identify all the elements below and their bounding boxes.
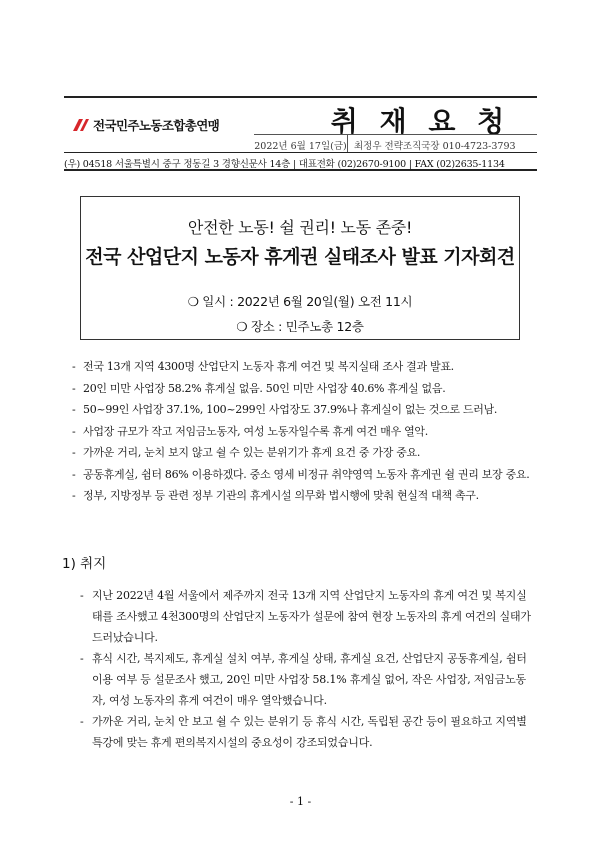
event-date: ❍ 일시 : 2022년 6월 20일(월) 오전 11시 xyxy=(187,294,413,309)
kctu-logo-icon xyxy=(72,118,90,132)
summary-list xyxy=(70,356,530,507)
document-type-title: 취 재 요 청 xyxy=(330,105,511,138)
address-bar: (우) 04518 서울특별시 중구 정동길 3 경향신문사 14층 | 대표전화 (02)2670-9100 | FAX (02)2635-1134 xyxy=(64,152,537,171)
main-title: 전국 산업단지 노동자 휴게권 실태조사 발표 기자회견 xyxy=(85,246,515,268)
slogan: 안전한 노동! 쉴 권리! 노동 존중! xyxy=(187,218,413,237)
purpose-item: - 휴식 시간, 복지제도, 휴게실 설치 여부, 휴게실 상태, 휴게실 요건, 산업단지 공동휴게실, 쉼터 이용 여부 등 설문조사 했고, 20인 미만 사업장 58.1% 휴게실 없어, 작은 사업장, 저임금노동자, 여성 노동자의 휴게 여건이 매우 열악했습니다. xyxy=(78,648,534,711)
purpose-item: - 지난 2022년 4월 서울에서 제주까지 전국 13개 지역 산업단지 노동자의 휴게 여건 및 복지실태를 조사했고 4천300명의 산업단지 노동자가 설문에 참여 현장 노동자의 휴게 여건의 실태가 드러났습니다. xyxy=(78,585,534,648)
summary-item: - 전국 13개 지역 4300명 산업단지 노동자 휴게 여건 및 복지실태 조사 결과 발표. xyxy=(70,356,530,378)
meta-row xyxy=(254,134,537,152)
summary-item: - 가까운 거리, 눈치 보지 않고 쉴 수 있는 분위기가 휴게 요건 중 가장 중요. xyxy=(70,442,530,464)
title-box xyxy=(80,196,520,340)
summary-item: - 공동휴게실, 쉼터 86% 이용하겠다. 중소 영세 비정규 취약영역 노동자 휴게권 쉴 권리 보장 중요. xyxy=(70,464,530,486)
section-heading: 1) 취지 xyxy=(62,556,107,572)
org-logo xyxy=(72,116,219,134)
purpose-item: - 가까운 거리, 눈치 안 보고 쉴 수 있는 분위기 등 휴식 시간, 독립된 공간 등이 필요하고 지역별 특강에 맞는 휴게 편의복지시설의 중요성이 강조되었습니다. xyxy=(78,711,534,753)
contact-person: 최정우 전략조직국장 010-4723-3793 xyxy=(354,141,516,152)
summary-item: - 사업장 규모가 작고 저임금노동자, 여성 노동자일수록 휴게 여건 매우 열악. xyxy=(70,421,530,443)
letterhead xyxy=(64,96,537,152)
page-number: - 1 - xyxy=(289,795,312,808)
org-name: 전국민주노동조합총연맹 xyxy=(93,118,220,133)
summary-item: - 50~99인 사업장 37.1%, 100~299인 사업장도 37.9%나 휴게실이 없는 것으로 드러남. xyxy=(70,399,530,421)
summary-item: - 20인 미만 사업장 58.2% 휴게실 없음. 50인 미만 사업장 40.6% 휴게실 없음. xyxy=(70,378,530,400)
summary-item: - 정부, 지방정부 등 관련 정부 기관의 휴게시설 의무화 법시행에 맞춰 현실적 대책 촉구. xyxy=(70,485,530,507)
purpose-list xyxy=(78,585,534,753)
event-place: ❍ 장소 : 민주노총 12층 xyxy=(236,319,364,334)
issue-date: 2022년 6월 17일(금) xyxy=(254,135,348,152)
